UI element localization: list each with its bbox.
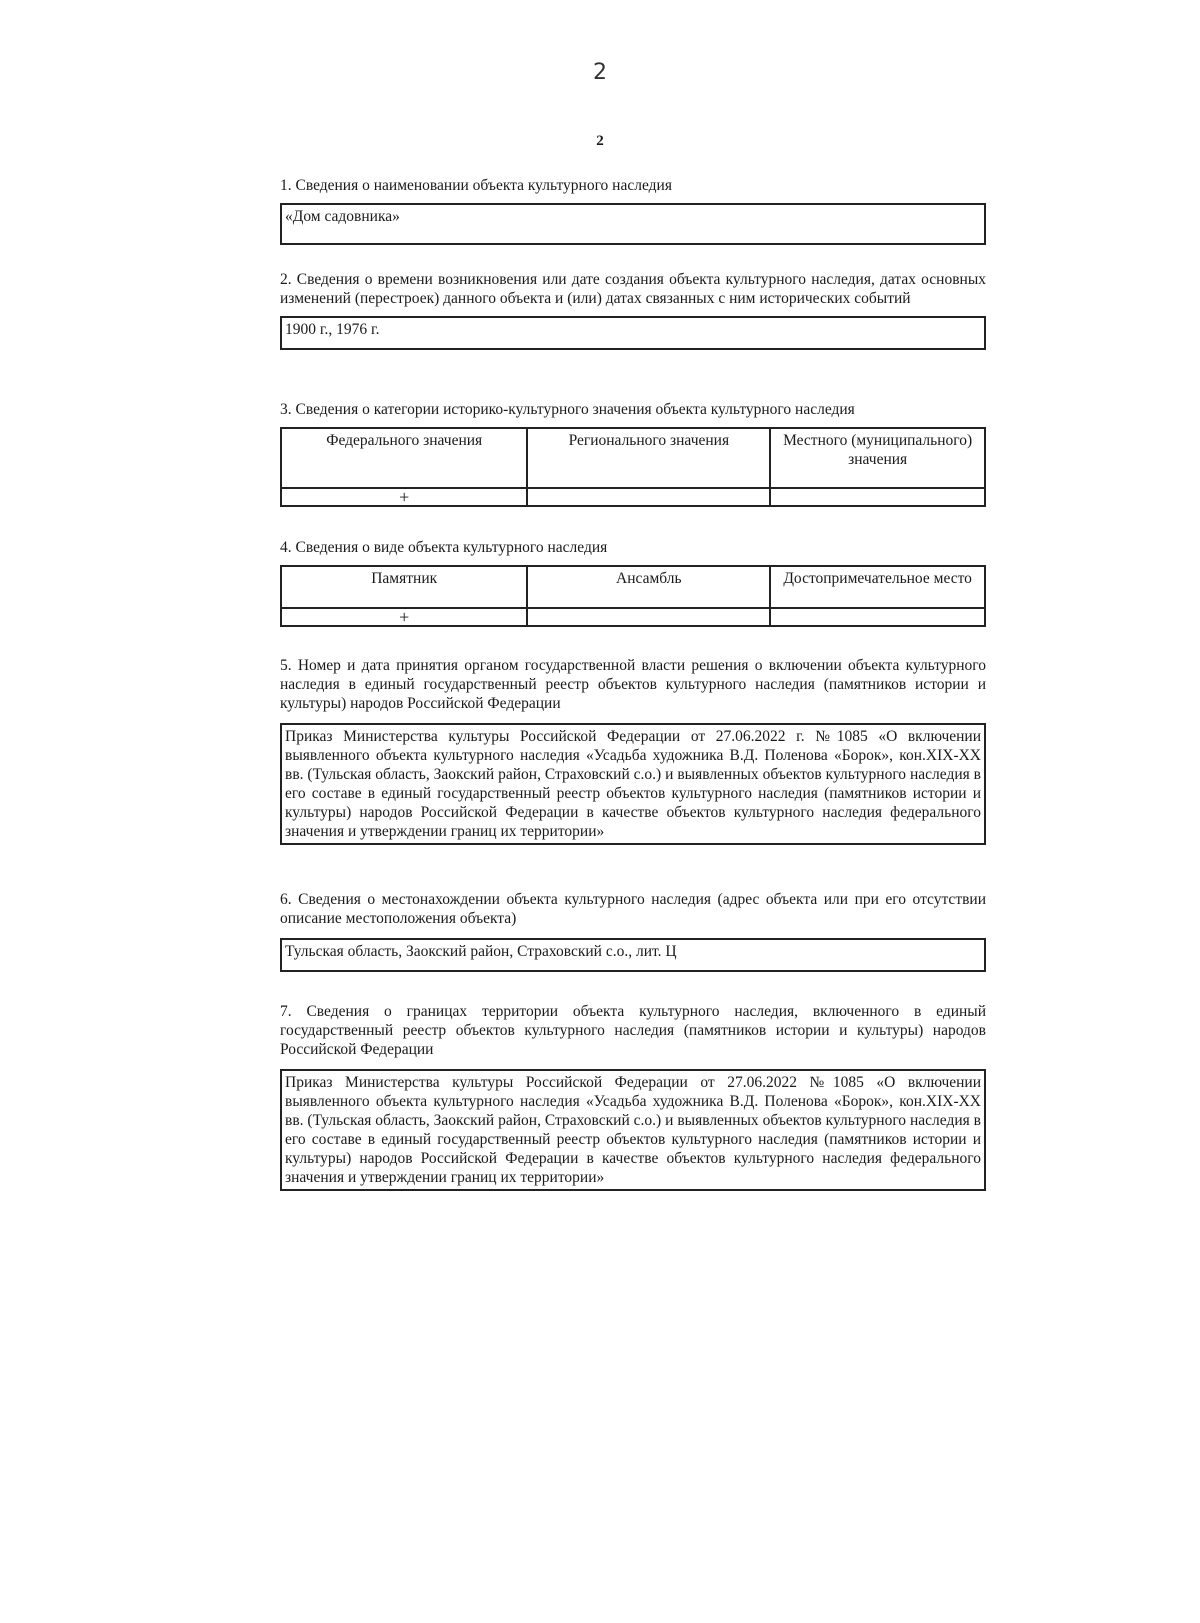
category-table [280,427,986,507]
boundaries-field: Приказ Министерства культуры Российской Федерации от 27.06.2022 №1085 «О включении выявленного объекта культурного наследия «Усадьба художника В.Д. Поленова «Борок», кон.XIX-XX вв. (Тульская область, Заокский район, Страховский с.о.) и выявленных объектов культурного наследия в его составе в единый государственный реестр объектов культурного наследия (памятников истории и культуры) народов Российской Федерации в качестве объектов культурного наследия федерального значения и утверждении границ их территории» [280,1069,986,1191]
location-field: Тульская область, Заокский район, Страховский с.о., лит. Ц [280,938,986,972]
type-monument-mark: + [281,608,527,626]
section-category [280,400,986,507]
decision-field: Приказ Министерства культуры Российской Федерации от 27.06.2022 г. №1085 «О включении выявленного объекта культурного наследия «Усадьба художника В.Д. Поленова «Борок», кон.XIX-XX вв. (Тульская область, Заокский район, Страховский с.о.) и выявленных объектов культурного наследия в его составе в единый государственный реестр объектов культурного наследия (памятников истории и культуры) народов Российской Федерации в качестве объектов культурного наследия федерального значения и утверждении границ их территории» [280,723,986,845]
section-type-heading: 4. Сведения о виде объекта культурного наследия [280,539,608,556]
type-header-row [281,566,985,608]
category-federal-header: Федерального значения [281,428,527,488]
category-local-header: Местного (муниципального) значения [770,428,985,488]
category-regional-header: Регионального значения [527,428,770,488]
type-ensemble-header: Ансамбль [527,566,770,608]
category-federal-mark: + [281,488,527,506]
category-mark-row [281,488,985,506]
section-boundaries-heading: 7. Сведения о границах территории объекта культурного наследия, включенного в единый государственный реестр объектов культурного наследия (памятников истории и культуры) народов Российской Федерации [280,1003,986,1058]
section-location-heading: 6. Сведения о местонахождении объекта культурного наследия (адрес объекта или при его отсутствии описание местоположения объекта) [280,891,986,927]
section-dates [280,270,986,350]
type-place-mark [770,608,985,626]
section-decision-heading: 5. Номер и дата принятия органом государственной власти решения о включении объекта культурного наследия в единый государственный реестр объектов культурного наследия (памятников истории и культуры) народов Российской Федерации [280,657,986,712]
type-mark-row [281,608,985,626]
section-category-heading: 3. Сведения о категории историко-культурного значения объекта культурного наследия [280,401,855,418]
section-name [280,176,986,245]
section-dates-heading: 2. Сведения о времени возникновения или дате создания объекта культурного наследия, датах основных изменений (перестроек) данного объекта и (или) датах связанных с ним исторических событий [280,271,986,307]
category-local-mark [770,488,985,506]
page-number: 2 [593,60,607,85]
section-name-heading: 1. Сведения о наименовании объекта культурного наследия [280,177,672,194]
category-regional-mark [527,488,770,506]
type-monument-header: Памятник [281,566,527,608]
category-header-row [281,428,985,488]
type-table [280,565,986,627]
type-place-header: Достопримечательное место [770,566,985,608]
section-type [280,538,986,627]
dates-field: 1900 г., 1976 г. [280,316,986,350]
section-location [280,890,986,972]
type-ensemble-mark [527,608,770,626]
section-boundaries [280,1002,986,1191]
section-decision [280,656,986,845]
inner-page-number: 2 [596,133,604,149]
object-name-field: «Дом садовника» [280,203,986,245]
